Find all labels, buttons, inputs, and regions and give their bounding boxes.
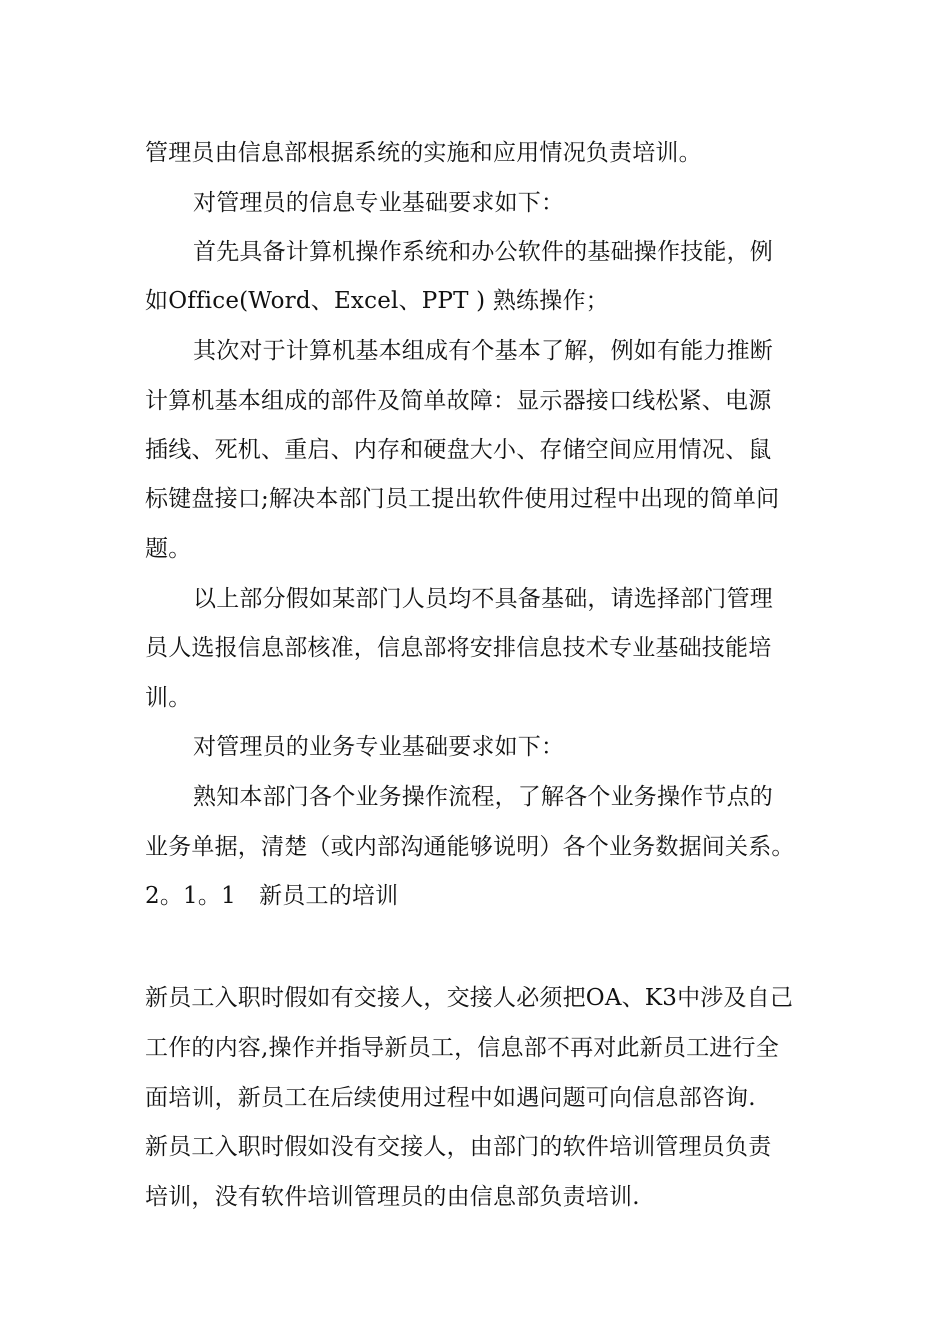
paragraph-line: 其次对于计算机基本组成有个基本了解，例如有能力推断 — [193, 338, 773, 364]
paragraph-line: 训。 — [145, 685, 192, 711]
paragraph-line: 计算机基本组成的部件及简单故障：显示器接口线松紧、电源 — [145, 388, 772, 414]
paragraph-line: 如Office(Word、Excel、PPT ) 熟练操作； — [145, 288, 609, 314]
paragraph-line: 培训，没有软件培训管理员的由信息部负责培训. — [145, 1184, 640, 1210]
paragraph-line: 新员工入职时假如有交接人，交接人必须把OA、K3中涉及自己 — [145, 985, 794, 1011]
paragraph-line: 题。 — [145, 536, 192, 562]
section-heading: 2。1。1 新员工的培训 — [145, 883, 399, 909]
paragraph-line: 管理员由信息部根据系统的实施和应用情况负责培训。 — [145, 140, 702, 166]
paragraph-line: 对管理员的业务专业基础要求如下： — [193, 734, 565, 760]
paragraph-line: 标键盘接口;解决本部门员工提出软件使用过程中出现的简单问 — [145, 486, 780, 512]
paragraph-line: 熟知本部门各个业务操作流程，了解各个业务操作节点的 — [193, 784, 773, 810]
paragraph-line: 以上部分假如某部门人员均不具备基础，请选择部门管理 — [193, 586, 773, 612]
paragraph-line: 插线、死机、重启、内存和硬盘大小、存储空间应用情况、鼠 — [145, 437, 772, 463]
paragraph-line: 面培训，新员工在后续使用过程中如遇问题可向信息部咨询. — [145, 1085, 756, 1111]
paragraph-line: 对管理员的信息专业基础要求如下： — [193, 190, 565, 216]
paragraph-line: 新员工入职时假如没有交接人，由部门的软件培训管理员负责 — [145, 1134, 772, 1160]
paragraph-line: 首先具备计算机操作系统和办公软件的基础操作技能，例 — [193, 239, 773, 265]
paragraph-line: 业务单据，清楚（或内部沟通能够说明）各个业务数据间关系。 — [145, 834, 795, 860]
paragraph-line: 员人选报信息部核准，信息部将安排信息技术专业基础技能培 — [145, 635, 772, 661]
paragraph-line: 工作的内容,操作并指导新员工，信息部不再对此新员工进行全 — [145, 1035, 779, 1061]
